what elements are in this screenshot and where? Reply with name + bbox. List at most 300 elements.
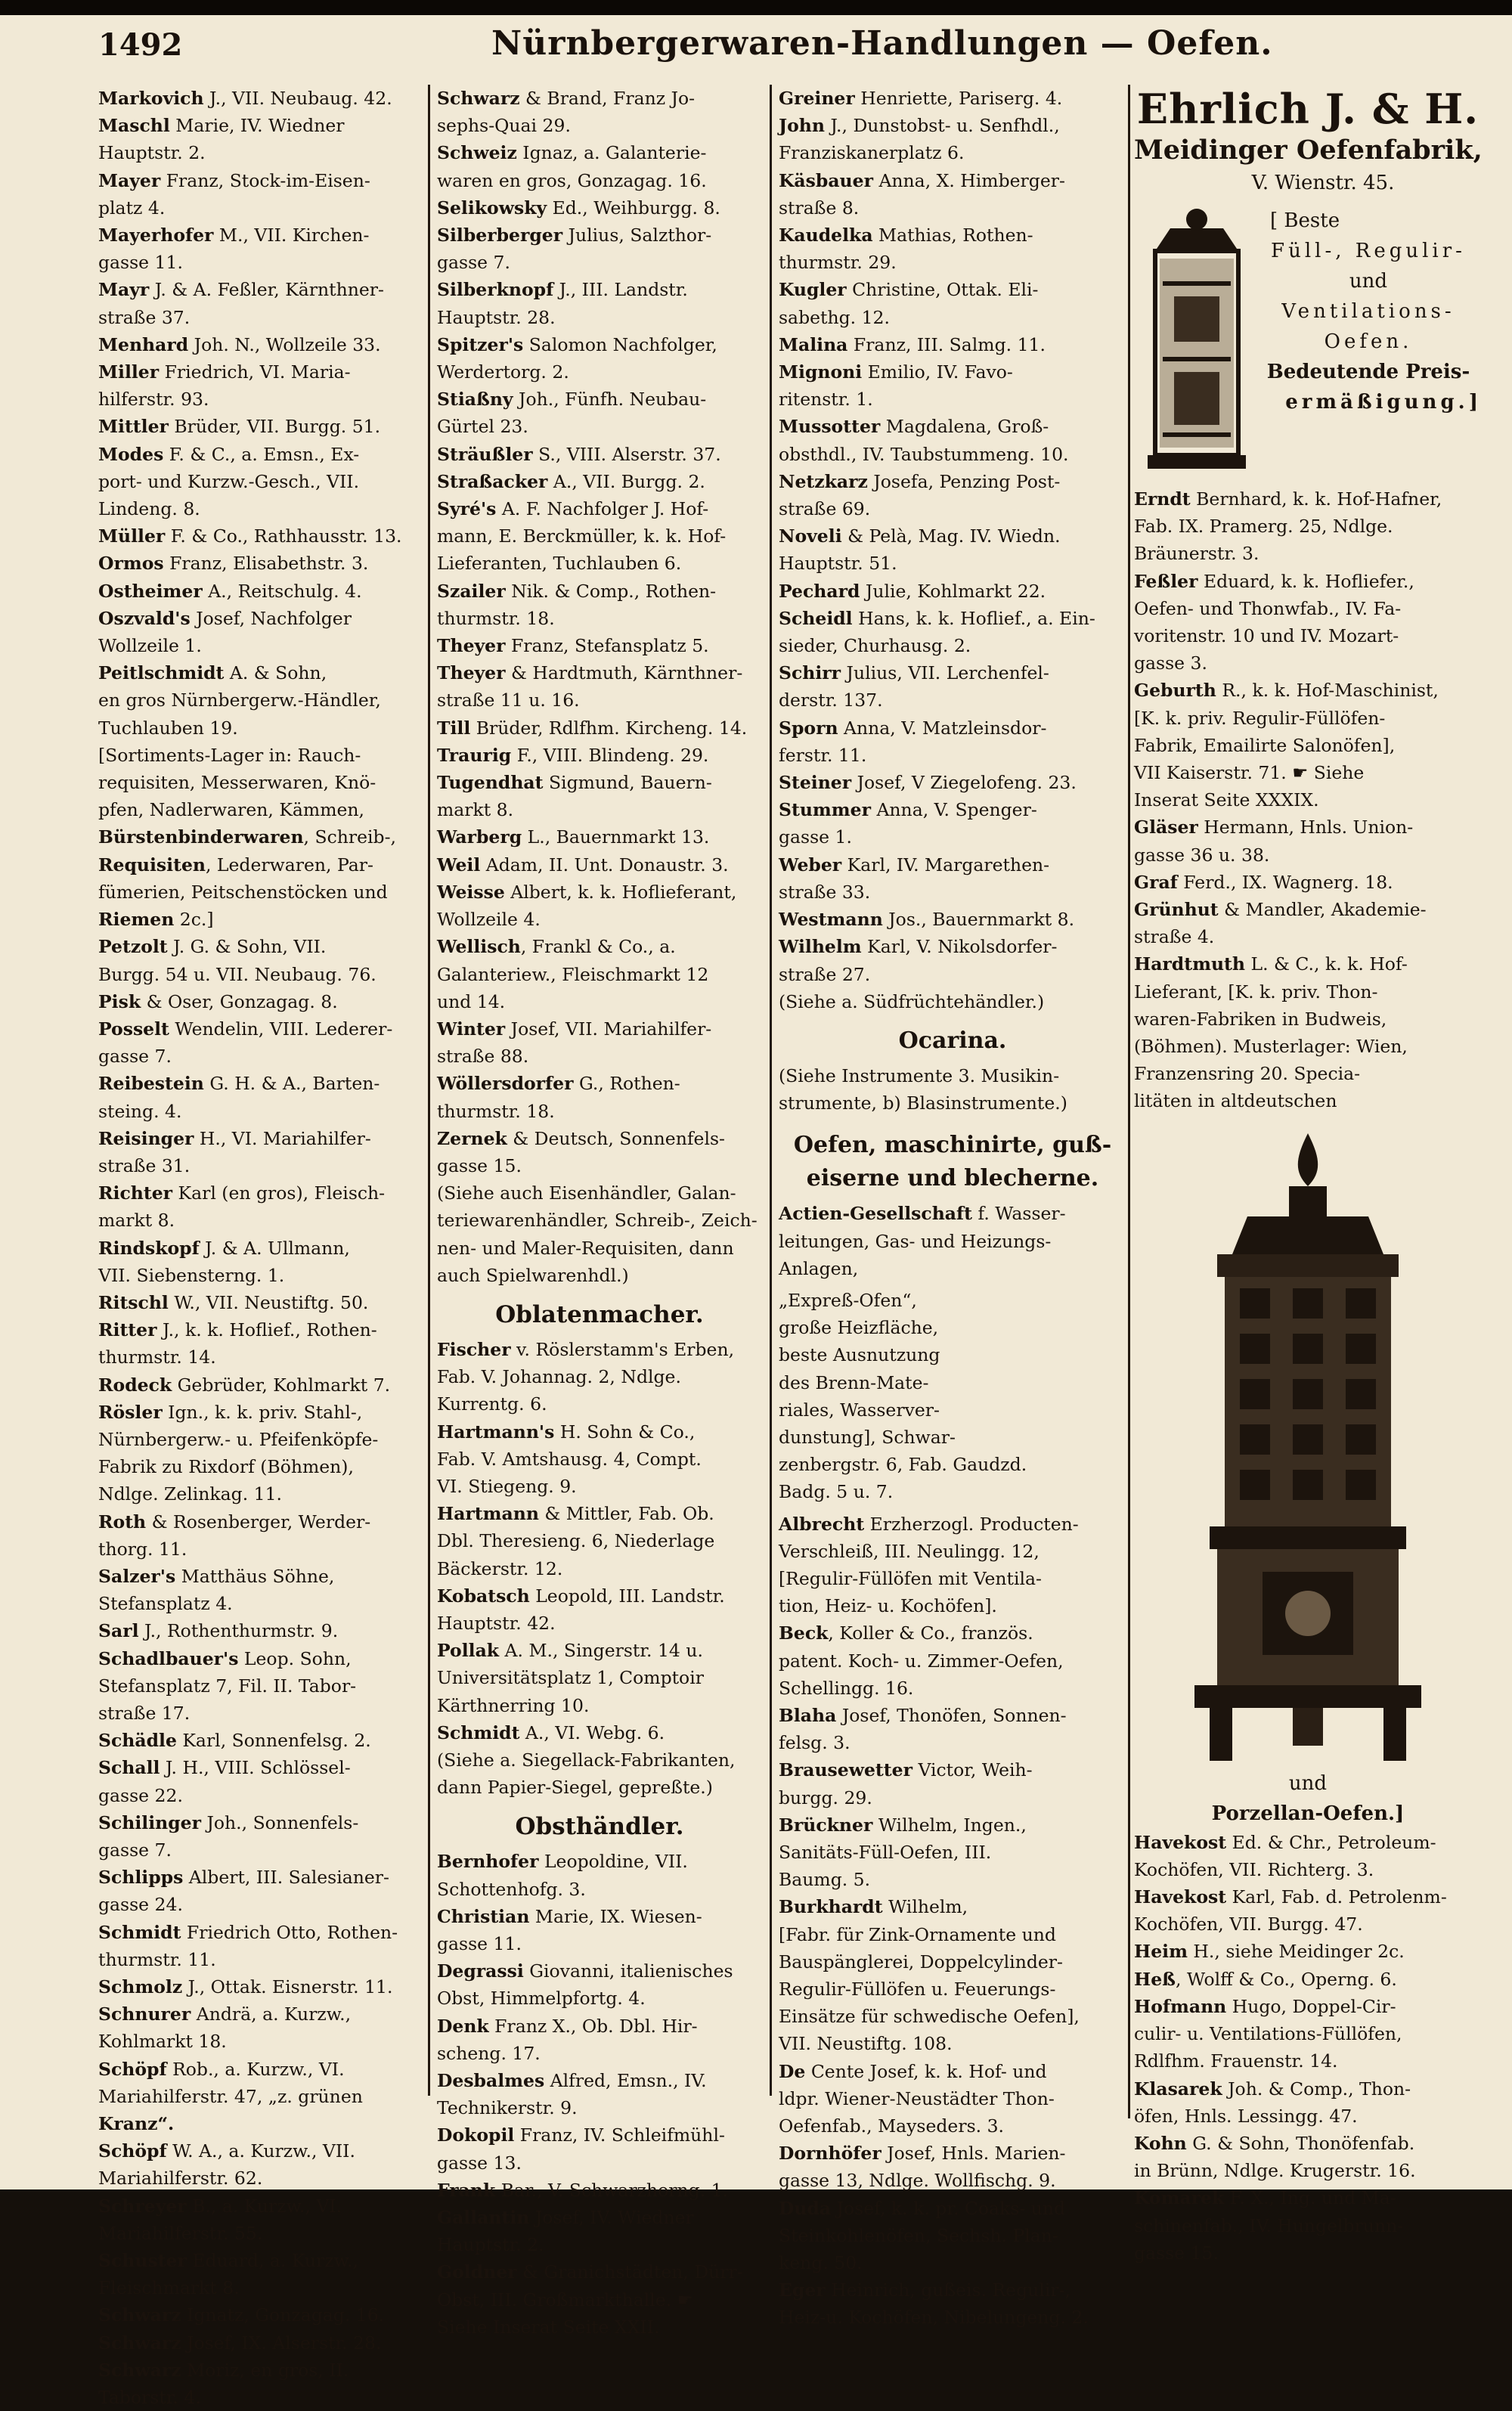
listing-line: Bäckerstr. 12. bbox=[437, 1557, 563, 1579]
ad-line: und bbox=[1349, 270, 1388, 293]
listing-line: Ostheimer A., Reitschulg. 4. bbox=[98, 580, 362, 602]
listing-line: culir- u. Ventilations-Füllöfen, bbox=[1134, 2023, 1402, 2045]
listing-line: Sanitäts-Füll-Oefen, III. bbox=[779, 1841, 992, 1863]
listing-line: Wollzeile 1. bbox=[98, 635, 202, 657]
listing-line: Reisinger H., VI. Mariahilfer- bbox=[98, 1127, 371, 1149]
listing-line: gasse 15. bbox=[1134, 2242, 1219, 2264]
ad-porzellan-caption: Porzellan-Oefen.] bbox=[1211, 1802, 1405, 1825]
listing-line: Denk Franz X., Ob. Dbl. Hir- bbox=[437, 2015, 698, 2037]
listing-line: dunstung], Schwar- bbox=[779, 1426, 956, 1448]
listing-line: [Sortiments-Lager in: Rauch- bbox=[98, 744, 361, 766]
listing-line: Weber Karl, IV. Margarethen- bbox=[779, 854, 1050, 875]
listing-line: Werdertorg. 2. bbox=[437, 361, 569, 383]
listing-line: Baumg. 5. bbox=[779, 1869, 871, 1891]
listing-line: VII. Neustiftg. 108. bbox=[779, 2033, 953, 2055]
listing-line: Bernhofer Leopoldine, VII. bbox=[437, 1851, 688, 1873]
listing-line: Zernek & Deutsch, Sonnenfels- bbox=[437, 1127, 725, 1149]
listing-line: Schreyer B., a. Kurzw., VI. bbox=[98, 2195, 342, 2217]
listing-line: straße 8. bbox=[779, 197, 860, 218]
scan-edge bbox=[0, 0, 1512, 15]
listing-line: Netzkarz Josefa, Penzing Post- bbox=[779, 470, 1061, 492]
listing-line: Kärthnerring 10. bbox=[437, 1694, 590, 1716]
listing-line: mann, E. Berckmüller, k. k. Hof- bbox=[437, 525, 727, 547]
listing-line: Regulir-Füllöfen u. Feuerungs- bbox=[779, 1979, 1056, 2000]
listing-line: Sporn Anna, V. Matzleinsdor- bbox=[779, 717, 1047, 739]
listing-line: gasse 3. bbox=[1134, 652, 1207, 674]
listing-line: strumente, b) Blasinstrumente.) bbox=[779, 1092, 1067, 1114]
listing-line: Tuchlauben 19. bbox=[98, 717, 238, 739]
listing-line: Hardtmuth L. & C., k. k. Hof- bbox=[1134, 953, 1408, 975]
listing-line: Oefenfab., Mayseders. 3. bbox=[779, 2115, 1004, 2137]
porcelain-stove-illustration bbox=[1134, 1126, 1482, 1768]
column-2 bbox=[437, 85, 762, 2338]
listing-line: Duda Josef, k. k. pr. Coaks- und bbox=[779, 2197, 1066, 2219]
listing-line: Komarek F. X., Ing. und Ma- bbox=[1134, 2187, 1396, 2209]
listing-line: Riemen 2c.] bbox=[98, 909, 214, 931]
listing-line: dann Papier-Siegel, gepreßte.) bbox=[437, 1777, 713, 1799]
listing-line: Mayerhofer M., VII. Kirchen- bbox=[98, 225, 370, 246]
listing-line: Klasarek Joh. & Comp., Thon- bbox=[1134, 2078, 1411, 2100]
listing-line: Gläser Hermann, Hnls. Union- bbox=[1134, 817, 1414, 838]
listing-line: Rindskopf J. & A. Ullmann, bbox=[98, 1237, 350, 1259]
listing-line: Schall J. H., VIII. Schlössel- bbox=[98, 1757, 351, 1779]
listing-line: Albrecht Erzherzogl. Producten- bbox=[779, 1513, 1079, 1535]
listing-line: Burkhardt Wilhelm, bbox=[779, 1896, 968, 1918]
section-heading-obsthaendler: Obsthändler. bbox=[515, 1813, 684, 1841]
listing-line: Eger Heinrich, gußeis. Regulir-, bbox=[779, 2279, 1070, 2301]
listing-line: Steinkohlenöfen, Sechsh. Plan- bbox=[779, 2224, 1058, 2246]
listing-line: VII Kaiserstr. 71. ☛ Siehe bbox=[1134, 762, 1365, 784]
listing-line: Lieferanten, Tuchlauben 6. bbox=[437, 553, 682, 575]
listing-line: Szailer Nik. & Comp., Rothen- bbox=[437, 580, 717, 602]
listing-line: Fischer v. Röslerstamm's Erben, bbox=[437, 1338, 735, 1360]
listing-line: Wellisch, Frankl & Co., a. bbox=[437, 936, 676, 958]
listing-line: straße 27. bbox=[779, 963, 871, 985]
listing-line: De Cente Josef, k. k. Hof- und bbox=[779, 2060, 1047, 2082]
listing-line: Brückner Wilhelm, Ingen., bbox=[779, 1814, 1027, 1836]
listing-line: en gros Nürnbergerw.-Händler, bbox=[98, 690, 381, 711]
listing-line: Erndt Bernhard, k. k. Hof-Hafner, bbox=[1134, 488, 1442, 510]
listing-line: fümerien, Peitschenstöcken und bbox=[98, 881, 388, 903]
listing-line: [K. k. priv. Regulir-Füllöfen- bbox=[1134, 707, 1386, 729]
listing-line: Maschl Marie, IV. Wiedner bbox=[98, 115, 345, 137]
listing-line: zenbergstr. 6, Fab. Gaudzd. bbox=[779, 1454, 1027, 1476]
listing-line: gasse 15. bbox=[437, 1154, 522, 1176]
listing-line: öfen, Hnls. Lessingg. 47. bbox=[1134, 2105, 1358, 2127]
listing-line: gasse 13. bbox=[437, 2152, 522, 2174]
listing-line: Bauspänglerei, Doppelcylinder- bbox=[779, 1951, 1063, 1972]
listing-line: sephs-Quai 29. bbox=[437, 115, 571, 137]
listing-line: hilferstr. 93. bbox=[98, 389, 209, 411]
listing-line: Schmidt A., VI. Webg. 6. bbox=[437, 1721, 665, 1743]
listing-line: leitungen, Gas- und Heizungs- bbox=[779, 1230, 1052, 1252]
listing-line: Schwarz Moriz, en gros, II. bbox=[98, 2359, 349, 2381]
listing-line: Goldner & Granichstädten, Dürr- bbox=[437, 2261, 743, 2283]
page-number: 1492 bbox=[98, 27, 183, 63]
listing-line: sieder, Churhausg. 2. bbox=[779, 635, 971, 657]
listing-line: Markovich J., VII. Neubaug. 42. bbox=[98, 88, 392, 109]
listing-line: Mignoni Emilio, IV. Favo- bbox=[779, 361, 1013, 383]
listing-line: ferstr. 11. bbox=[779, 744, 867, 766]
listing-line: (Siehe a. Südfrüchtehändler.) bbox=[779, 990, 1045, 1012]
column-1 bbox=[98, 85, 420, 2409]
listing-line: Mariahilferstr. 47, „z. grünen bbox=[98, 2085, 363, 2107]
listing-line: felsg. 3. bbox=[779, 1732, 850, 1754]
listing-line: Mariahilferstr. 55. bbox=[98, 2222, 263, 2244]
listing-line: markt 8. bbox=[437, 799, 514, 821]
listing-line: Desbalmes Alfred, Emsn., IV. bbox=[437, 2070, 707, 2092]
listing-line: Fab. V. Johannag. 2, Ndlge. bbox=[437, 1366, 681, 1388]
listing-line: Badg. 5 u. 7. bbox=[779, 1481, 894, 1503]
listing-line: straße 33. bbox=[779, 881, 871, 903]
listing-line: große Heizfläche, bbox=[779, 1317, 939, 1339]
listing-line: Greiner Henriette, Pariserg. 4. bbox=[779, 88, 1063, 109]
listing-line: thurmstr. 18. bbox=[437, 607, 555, 629]
listing-line: voritenstr. 10 und IV. Mozart- bbox=[1134, 625, 1399, 647]
listing-line: gasse 7. bbox=[98, 1046, 172, 1068]
listing-line: derstr. 137. bbox=[779, 690, 883, 711]
listing-line: Rdlfhm. Frauenstr. 14. bbox=[1134, 2050, 1338, 2072]
listing-line: Schöpf W. A., a. Kurzw., VII. bbox=[98, 2140, 355, 2162]
ad-line: Oefen. bbox=[1324, 330, 1413, 353]
listing-line: Ndlge. Zelinkag. 11. bbox=[98, 1483, 283, 1505]
listing-line: Grünhut & Mandler, Akademie- bbox=[1134, 899, 1427, 921]
listing-line: Roth & Rosenberger, Werder- bbox=[98, 1511, 371, 1532]
listing-line: Einsätze für schwedische Oefen], bbox=[779, 2006, 1080, 2028]
listing-line: Modes F. & C., a. Emsn., Ex- bbox=[98, 443, 360, 465]
listing-line: gasse 1. bbox=[779, 826, 852, 848]
listing-line: Siehe Inserat Seite XXII. bbox=[437, 2316, 660, 2338]
listing-line: Schilinger Joh., Sonnenfels- bbox=[98, 1811, 359, 1833]
listing-line: gasse 7. bbox=[437, 252, 510, 274]
listing-line: scheng. 17. bbox=[437, 2042, 541, 2064]
listing-line: Ritter J., k. k. Hoflief., Rothen- bbox=[98, 1319, 377, 1341]
listing-line: Wilhelm Karl, V. Nikolsdorfer- bbox=[779, 936, 1058, 958]
listing-line: Schmolz J., Ottak. Eisnerstr. 11. bbox=[98, 1976, 393, 1998]
listing-line: Mariahilferstr. 62. bbox=[98, 2168, 263, 2189]
listing-line: Wollzeile 4. bbox=[437, 909, 541, 931]
listing-line: Fabrik, Emailirte Salonöfen], bbox=[1134, 734, 1396, 756]
listing-line: und 14. bbox=[437, 990, 506, 1012]
listing-line: straße 31. bbox=[98, 1154, 191, 1176]
ad-line: Ventilations- bbox=[1281, 300, 1455, 323]
listing-line: Frank Bar., V. Schwarzhorng. 1. bbox=[437, 2179, 729, 2201]
ad-subtitle: Meidinger Oefenfabrik, bbox=[1134, 135, 1483, 166]
listing-line: teriewarenhändler, Schreib-, Zeich- bbox=[437, 1210, 758, 1232]
column-divider bbox=[770, 85, 772, 2096]
listing-line: Schwarz & Brand, Franz Jo- bbox=[437, 88, 696, 109]
listing-line: Malina Franz, III. Salmg. 11. bbox=[779, 333, 1046, 355]
listing-line: Sarl J., Rothenthurmstr. 9. bbox=[98, 1620, 339, 1642]
listing-line: Noveli & Pelà, Mag. IV. Wiedn. bbox=[779, 525, 1061, 547]
listing-line: Actien-Gesellschaft f. Wasser- bbox=[779, 1203, 1066, 1225]
listing-line: Heiz-u. Kochöfen, Nibelungeng. 2. bbox=[779, 2307, 1089, 2329]
column-divider bbox=[1128, 85, 1130, 2118]
listing-line: gasse 11. bbox=[437, 1933, 522, 1954]
listing-line: (Siehe a. Siegellack-Fabrikanten, bbox=[437, 1749, 736, 1771]
listing-line: Schöpf Rob., a. Kurzw., VI. bbox=[98, 2058, 345, 2080]
listing-line: Weisse Albert, k. k. Hoflieferant, bbox=[437, 881, 737, 903]
listing-line: Nürnbergerw.- u. Pfeifenköpfe- bbox=[98, 1428, 379, 1450]
listing-line: straße 4. bbox=[1134, 926, 1215, 948]
expressofen-inset-advert bbox=[779, 1287, 1126, 1506]
ad-address: V. Wienstr. 45. bbox=[1251, 172, 1395, 194]
listing-line: patent. Koch- u. Zimmer-Oefen, bbox=[779, 1650, 1064, 1672]
listing-line: (Siehe Instrumente 3. Musikin- bbox=[779, 1064, 1060, 1086]
listing-line: gasse 7. bbox=[98, 1839, 172, 1861]
listing-line: Stefansplatz 7, Fil. II. Tabor- bbox=[98, 1675, 357, 1697]
listing-line: Obst, Himmelpfortg. 4. bbox=[437, 1988, 646, 2010]
listing-line: straße 11 u. 16. bbox=[437, 690, 580, 711]
listing-line: Pechard Julie, Kohlmarkt 22. bbox=[779, 580, 1046, 602]
listing-line: Schirr Julius, VII. Lerchenfel- bbox=[779, 662, 1049, 684]
listing-line: Heß, Wolff & Co., Operng. 6. bbox=[1134, 1968, 1397, 1990]
listing-line: Oszvald's Josef, Nachfolger bbox=[98, 607, 352, 629]
ad-line: Bedeutende Preis- bbox=[1266, 361, 1470, 383]
listing-line: Fleischmarkt 8. bbox=[98, 2277, 240, 2299]
listing-line: Hofmann Hugo, Doppel-Cir- bbox=[1134, 1995, 1396, 2017]
listing-line: Franziskanerplatz 6. bbox=[779, 142, 965, 164]
listing-line: Schnurer Andrä, a. Kurzw., bbox=[98, 2003, 352, 2025]
stove-illustration-small bbox=[1140, 206, 1253, 478]
listing-line: Fabrik zu Rixdorf (Böhmen), bbox=[98, 1456, 354, 1478]
listing-line: Dbl. Theresieng. 6, Niederlage bbox=[437, 1530, 715, 1552]
listing-line: Hauptstr. 2. bbox=[437, 2234, 544, 2256]
listing-line: Brausewetter Victor, Weih- bbox=[779, 1759, 1033, 1781]
listing-line: Technikerstr. 9. bbox=[437, 2097, 578, 2119]
listing-line: John J., Dunstobst- u. Senfhdl., bbox=[779, 115, 1060, 137]
listing-line: waren-Fabriken in Budweis, bbox=[1134, 1008, 1387, 1030]
listing-line: Schweiz Ignaz, a. Galanterie- bbox=[437, 142, 707, 164]
column-divider bbox=[428, 85, 430, 2096]
listing-line: thurmstr. 18. bbox=[437, 1100, 555, 1122]
listing-line: Till Brüder, Rdlfhm. Kircheng. 14. bbox=[437, 717, 748, 739]
listing-line: port- und Kurzw.-Gesch., VII. bbox=[98, 470, 360, 492]
listing-line: Posselt Wendelin, VIII. Lederer- bbox=[98, 1018, 393, 1040]
listing-line: Hauptstr. 51. bbox=[779, 553, 897, 575]
listing-line: Lindeng. 8. bbox=[98, 498, 200, 520]
listing-line: ldpr. Wiener-Neustädter Thon- bbox=[779, 2087, 1055, 2109]
listing-line: waren en gros, Gonzagag. 16. bbox=[437, 169, 707, 191]
listing-line: markt 8. bbox=[98, 1210, 175, 1232]
listing-line: Kugler Christine, Ottak. Eli- bbox=[779, 279, 1039, 301]
listing-line: Gürtel 23. bbox=[437, 416, 528, 438]
listing-line: [Fabr. für Zink-Ornamente und bbox=[779, 1923, 1056, 1945]
listing-line: Schuster Eduard, a. Kurzw., bbox=[98, 2250, 358, 2272]
column-3 bbox=[779, 85, 1126, 2329]
listing-line: obsthdl., IV. Taubstummeng. 10. bbox=[779, 443, 1069, 465]
listing-line: Kaudelka Mathias, Rothen- bbox=[779, 225, 1033, 246]
listing-line: Anlagen, bbox=[779, 1257, 859, 1279]
listing-line: Kohlmarkt 18. bbox=[98, 2031, 227, 2053]
listing-line: Schwarz Ignatz, Gonzagag. 16. bbox=[98, 2304, 385, 2326]
listing-line: Traurig F., VIII. Blindeng. 29. bbox=[437, 744, 709, 766]
listing-line: Beck, Koller & Co., französ. bbox=[779, 1622, 1033, 1644]
listing-line: thurmstr. 11. bbox=[98, 1948, 216, 1970]
listing-line: Steiner Josef, V Ziegelofeng. 23. bbox=[779, 772, 1077, 794]
listing-line: Degrassi Giovanni, italienisches bbox=[437, 1960, 733, 1982]
listing-line: ritenstr. 1. bbox=[779, 389, 873, 411]
listing-line: Bürstenbinderwaren, Schreib-, bbox=[98, 826, 396, 848]
listing-line: Müller F. & Co., Rathhausstr. 13. bbox=[98, 525, 402, 547]
listing-line: Silberberger Julius, Salzthor- bbox=[437, 225, 712, 246]
column-4 bbox=[1134, 85, 1483, 2264]
listing-line: Warberg L., Bauernmarkt 13. bbox=[437, 826, 710, 848]
listing-line: straße 69. bbox=[779, 498, 871, 520]
listing-line: Schadlbauer's Leop. Sohn, bbox=[98, 1647, 352, 1669]
ad-line: ermäßigung.] bbox=[1285, 391, 1482, 414]
listing-line: Blaha Josef, Thonöfen, Sonnen- bbox=[779, 1704, 1067, 1726]
listing-line: litäten in altdeutschen bbox=[1134, 1090, 1337, 1112]
listing-line: Havekost Ed. & Chr., Petroleum- bbox=[1134, 1831, 1436, 1853]
listing-line: Mayer Franz, Stock-im-Eisen- bbox=[98, 169, 370, 191]
listing-line: Oefen- und Thonwfab., IV. Fa- bbox=[1134, 597, 1402, 619]
listing-line: thurmstr. 14. bbox=[98, 1347, 216, 1368]
listing-line: Mussotter Magdalena, Groß- bbox=[779, 416, 1049, 438]
section-heading-oblatenmacher: Oblatenmacher. bbox=[495, 1300, 704, 1328]
listing-line: gasse 36 u. 38. bbox=[1134, 844, 1270, 866]
listing-line: [Regulir-Füllöfen mit Ventila- bbox=[779, 1567, 1042, 1589]
listing-line: Westmann Jos., Bauernmarkt 8. bbox=[779, 909, 1075, 931]
listing-line: Schellingg. 16. bbox=[779, 1677, 914, 1699]
listing-line: in Brünn, Ndlge. Krugerstr. 16. bbox=[1134, 2160, 1416, 2182]
listing-line: VI. Stiegeng. 9. bbox=[437, 1475, 577, 1497]
listing-line: Stefansplatz 4. bbox=[98, 1593, 233, 1615]
listing-line: nen- und Maler-Requisiten, dann bbox=[437, 1237, 734, 1259]
listing-line: thurmstr. 29. bbox=[779, 252, 897, 274]
listing-line: Franzensring 20. Specia- bbox=[1134, 1063, 1361, 1085]
listing-line: Syré's A. F. Nachfolger J. Hof- bbox=[437, 498, 709, 520]
listing-line: Rösler Ign., k. k. priv. Stahl-, bbox=[98, 1401, 363, 1423]
ad-title: Ehrlich J. & H. bbox=[1136, 85, 1479, 133]
listing-line: Scheidl Hans, k. k. Hoflief., a. Ein- bbox=[779, 607, 1095, 629]
listing-line: Wöllersdorfer G., Rothen- bbox=[437, 1073, 680, 1095]
section-heading-oefen: Oefen, maschinirte, guß- bbox=[793, 1132, 1112, 1159]
listing-line: Schwarz Josef, IX. Alserstr. 28. bbox=[98, 2332, 382, 2354]
listing-line: Ritschl W., VII. Neustiftg. 50. bbox=[98, 1291, 369, 1313]
listing-line: Burgg. 54 u. VII. Neubaug. 76. bbox=[98, 963, 376, 985]
listing-line: Stiaßny Joh., Fünfh. Neubau- bbox=[437, 389, 707, 411]
ad-line: [ Beste bbox=[1270, 209, 1340, 232]
listing-line: gasse 11. bbox=[98, 252, 183, 274]
listing-line: (Böhmen). Musterlager: Wien, bbox=[1134, 1036, 1408, 1058]
ehrlich-advertisement bbox=[1134, 85, 1482, 485]
listing-line: Richter Karl (en gros), Fleisch- bbox=[98, 1182, 386, 1204]
listing-line: riales, Wasserver- bbox=[779, 1399, 940, 1421]
listing-line: burgg. 29. bbox=[779, 1787, 872, 1808]
listing-line: Selikowsky Ed., Weihburgg. 8. bbox=[437, 197, 720, 218]
listing-line: Schlipps Albert, III. Salesianer- bbox=[98, 1867, 389, 1889]
ad-line: Füll-, Regulir- bbox=[1271, 240, 1466, 262]
listing-line: keng. 50. bbox=[779, 2252, 863, 2274]
listing-line: Silberknopf J., III. Landstr. bbox=[437, 279, 688, 301]
listing-line: Rodeck Gebrüder, Kohlmarkt 7. bbox=[98, 1374, 391, 1396]
listing-line: straße 88. bbox=[437, 1046, 529, 1068]
listing-line: Ormos Franz, Elisabethstr. 3. bbox=[98, 553, 369, 575]
listing-line: Hauptstr. 42. bbox=[437, 1612, 556, 1634]
listing-line: Verschleiß, III. Neulingg. 12, bbox=[779, 1540, 1040, 1562]
listing-line: Kochöfen, VII. Richterg. 3. bbox=[1134, 1858, 1374, 1880]
listing-line: Mittler Brüder, VII. Burgg. 51. bbox=[98, 416, 381, 438]
listing-line: des Brenn-Mate- bbox=[779, 1371, 929, 1393]
listing-line: Petzolt J. G. & Sohn, VII. bbox=[98, 936, 327, 958]
listing-line: Pollak A. M., Singerstr. 14 u. bbox=[437, 1640, 703, 1662]
listing-line: Graf Ferd., IX. Wagnerg. 18. bbox=[1134, 871, 1393, 893]
listing-line: Mayr J. & A. Feßler, Kärnthner- bbox=[98, 279, 384, 301]
listing-line: Schädle Karl, Sonnenfelsg. 2. bbox=[98, 1730, 371, 1752]
listing-line: Galanteriew., Fleischmarkt 12 bbox=[437, 963, 709, 985]
listing-line: Kobatsch Leopold, III. Landstr. bbox=[437, 1585, 725, 1607]
listing-line: sabethg. 12. bbox=[779, 306, 890, 328]
ad-und: und bbox=[1288, 1771, 1328, 1795]
listing-line: Schottenhofg. 3. bbox=[437, 1878, 586, 1900]
listing-line: Bräunerstr. 3. bbox=[1134, 543, 1259, 565]
listing-line: Straßacker A., VII. Burgg. 2. bbox=[437, 470, 705, 492]
listing-line: gasse 13, Ndlge. Wollfischg. 9. bbox=[779, 2170, 1056, 2192]
listing-line: Theyer Franz, Stefansplatz 5. bbox=[437, 635, 709, 657]
listing-line: Weil Adam, II. Unt. Donaustr. 3. bbox=[437, 854, 729, 875]
listing-line: Heim H., siehe Meidinger 2c. bbox=[1134, 1941, 1405, 1963]
listing-line: gasse 24. bbox=[98, 1894, 183, 1916]
listing-line: Theyer & Hardtmuth, Kärnthner- bbox=[437, 662, 743, 684]
listing-line: tion, Heiz- u. Kochöfen]. bbox=[779, 1595, 997, 1617]
listing-line: beste Ausnutzung bbox=[779, 1344, 940, 1366]
listing-line: Fab. IX. Pramerg. 25, Ndlge. bbox=[1134, 516, 1393, 538]
listing-line: „Expreß-Ofen“, bbox=[779, 1289, 917, 1311]
listing-line: Schmidt Friedrich Otto, Rothen- bbox=[98, 1921, 398, 1943]
listing-line: Hartmann & Mittler, Fab. Ob. bbox=[437, 1503, 714, 1525]
page-title: Nürnbergerwaren-Handlungen — Oefen. bbox=[491, 24, 1273, 63]
listing-line: Universitätsplatz 1, Comptoir bbox=[437, 1667, 704, 1689]
listing-line: Gallantin Josef, IV. Wiedner bbox=[437, 2207, 694, 2229]
listing-line: pfen, Nadlerwaren, Kämmen, bbox=[98, 799, 364, 821]
listing-line: Dokopil Franz, IV. Schleifmühl- bbox=[437, 2124, 725, 2146]
listing-line: Dornhöfer Josef, Hnls. Marien- bbox=[779, 2143, 1066, 2165]
listing-line: thorg. 11. bbox=[98, 1538, 187, 1560]
listing-line: Feßler Eduard, k. k. Hofliefer., bbox=[1134, 570, 1414, 592]
listing-line: Menhard Joh. N., Wollzeile 33. bbox=[98, 333, 381, 355]
listing-line: Tugendhat Sigmund, Bauern- bbox=[437, 772, 712, 794]
listing-line: Inserat Seite XXXIX. bbox=[1134, 789, 1319, 811]
listing-line: platz 4. bbox=[98, 197, 166, 218]
listing-line: gasse 22. bbox=[98, 1784, 183, 1806]
listing-line: Havekost Karl, Fab. d. Petrolenm- bbox=[1134, 1886, 1447, 1908]
listing-line: Sträußler S., VIII. Alserstr. 37. bbox=[437, 443, 721, 465]
listing-line: Salzer's Matthäus Söhne, bbox=[98, 1565, 335, 1587]
listing-line: straße 37. bbox=[98, 306, 191, 328]
listing-line: Hauptstr. 28. bbox=[437, 306, 556, 328]
listing-line: requisiten, Messerwaren, Knö- bbox=[98, 772, 376, 794]
listing-line: Kohn G. & Sohn, Thonöfenfab. bbox=[1134, 2132, 1415, 2154]
listing-line: Kurrentg. 6. bbox=[437, 1393, 547, 1415]
page-header bbox=[98, 23, 1482, 68]
listing-line: Hartmann's H. Sohn & Co., bbox=[437, 1421, 696, 1443]
listing-line: straße 17. bbox=[98, 1702, 191, 1724]
listing-line: Obst, III. Großmarkthalle. ☛ bbox=[437, 2289, 693, 2310]
listing-line: (Siehe auch Eisenhändler, Galan- bbox=[437, 1182, 736, 1204]
listing-line: steing. 4. bbox=[98, 1100, 182, 1122]
listing-line: Winter Josef, VII. Mariahilfer- bbox=[437, 1018, 712, 1040]
listing-line: Christian Marie, IX. Wiesen- bbox=[437, 1905, 702, 1927]
listing-line: Requisiten, Lederwaren, Par- bbox=[98, 854, 373, 875]
listing-line: Taborstr. 4. bbox=[98, 2387, 201, 2409]
listing-line: Pisk & Oser, Gonzagag. 8. bbox=[98, 990, 338, 1012]
listing-line: auch Spielwarenhdl.) bbox=[437, 1264, 629, 1286]
listing-line: Spitzer's Salomon Nachfolger, bbox=[437, 333, 717, 355]
listing-line: VII. Siebensterng. 1. bbox=[98, 1264, 285, 1286]
listing-line: Fab. V. Amtshausg. 4, Compt. bbox=[437, 1448, 702, 1470]
listing-line: Kranz“. bbox=[98, 2113, 175, 2135]
